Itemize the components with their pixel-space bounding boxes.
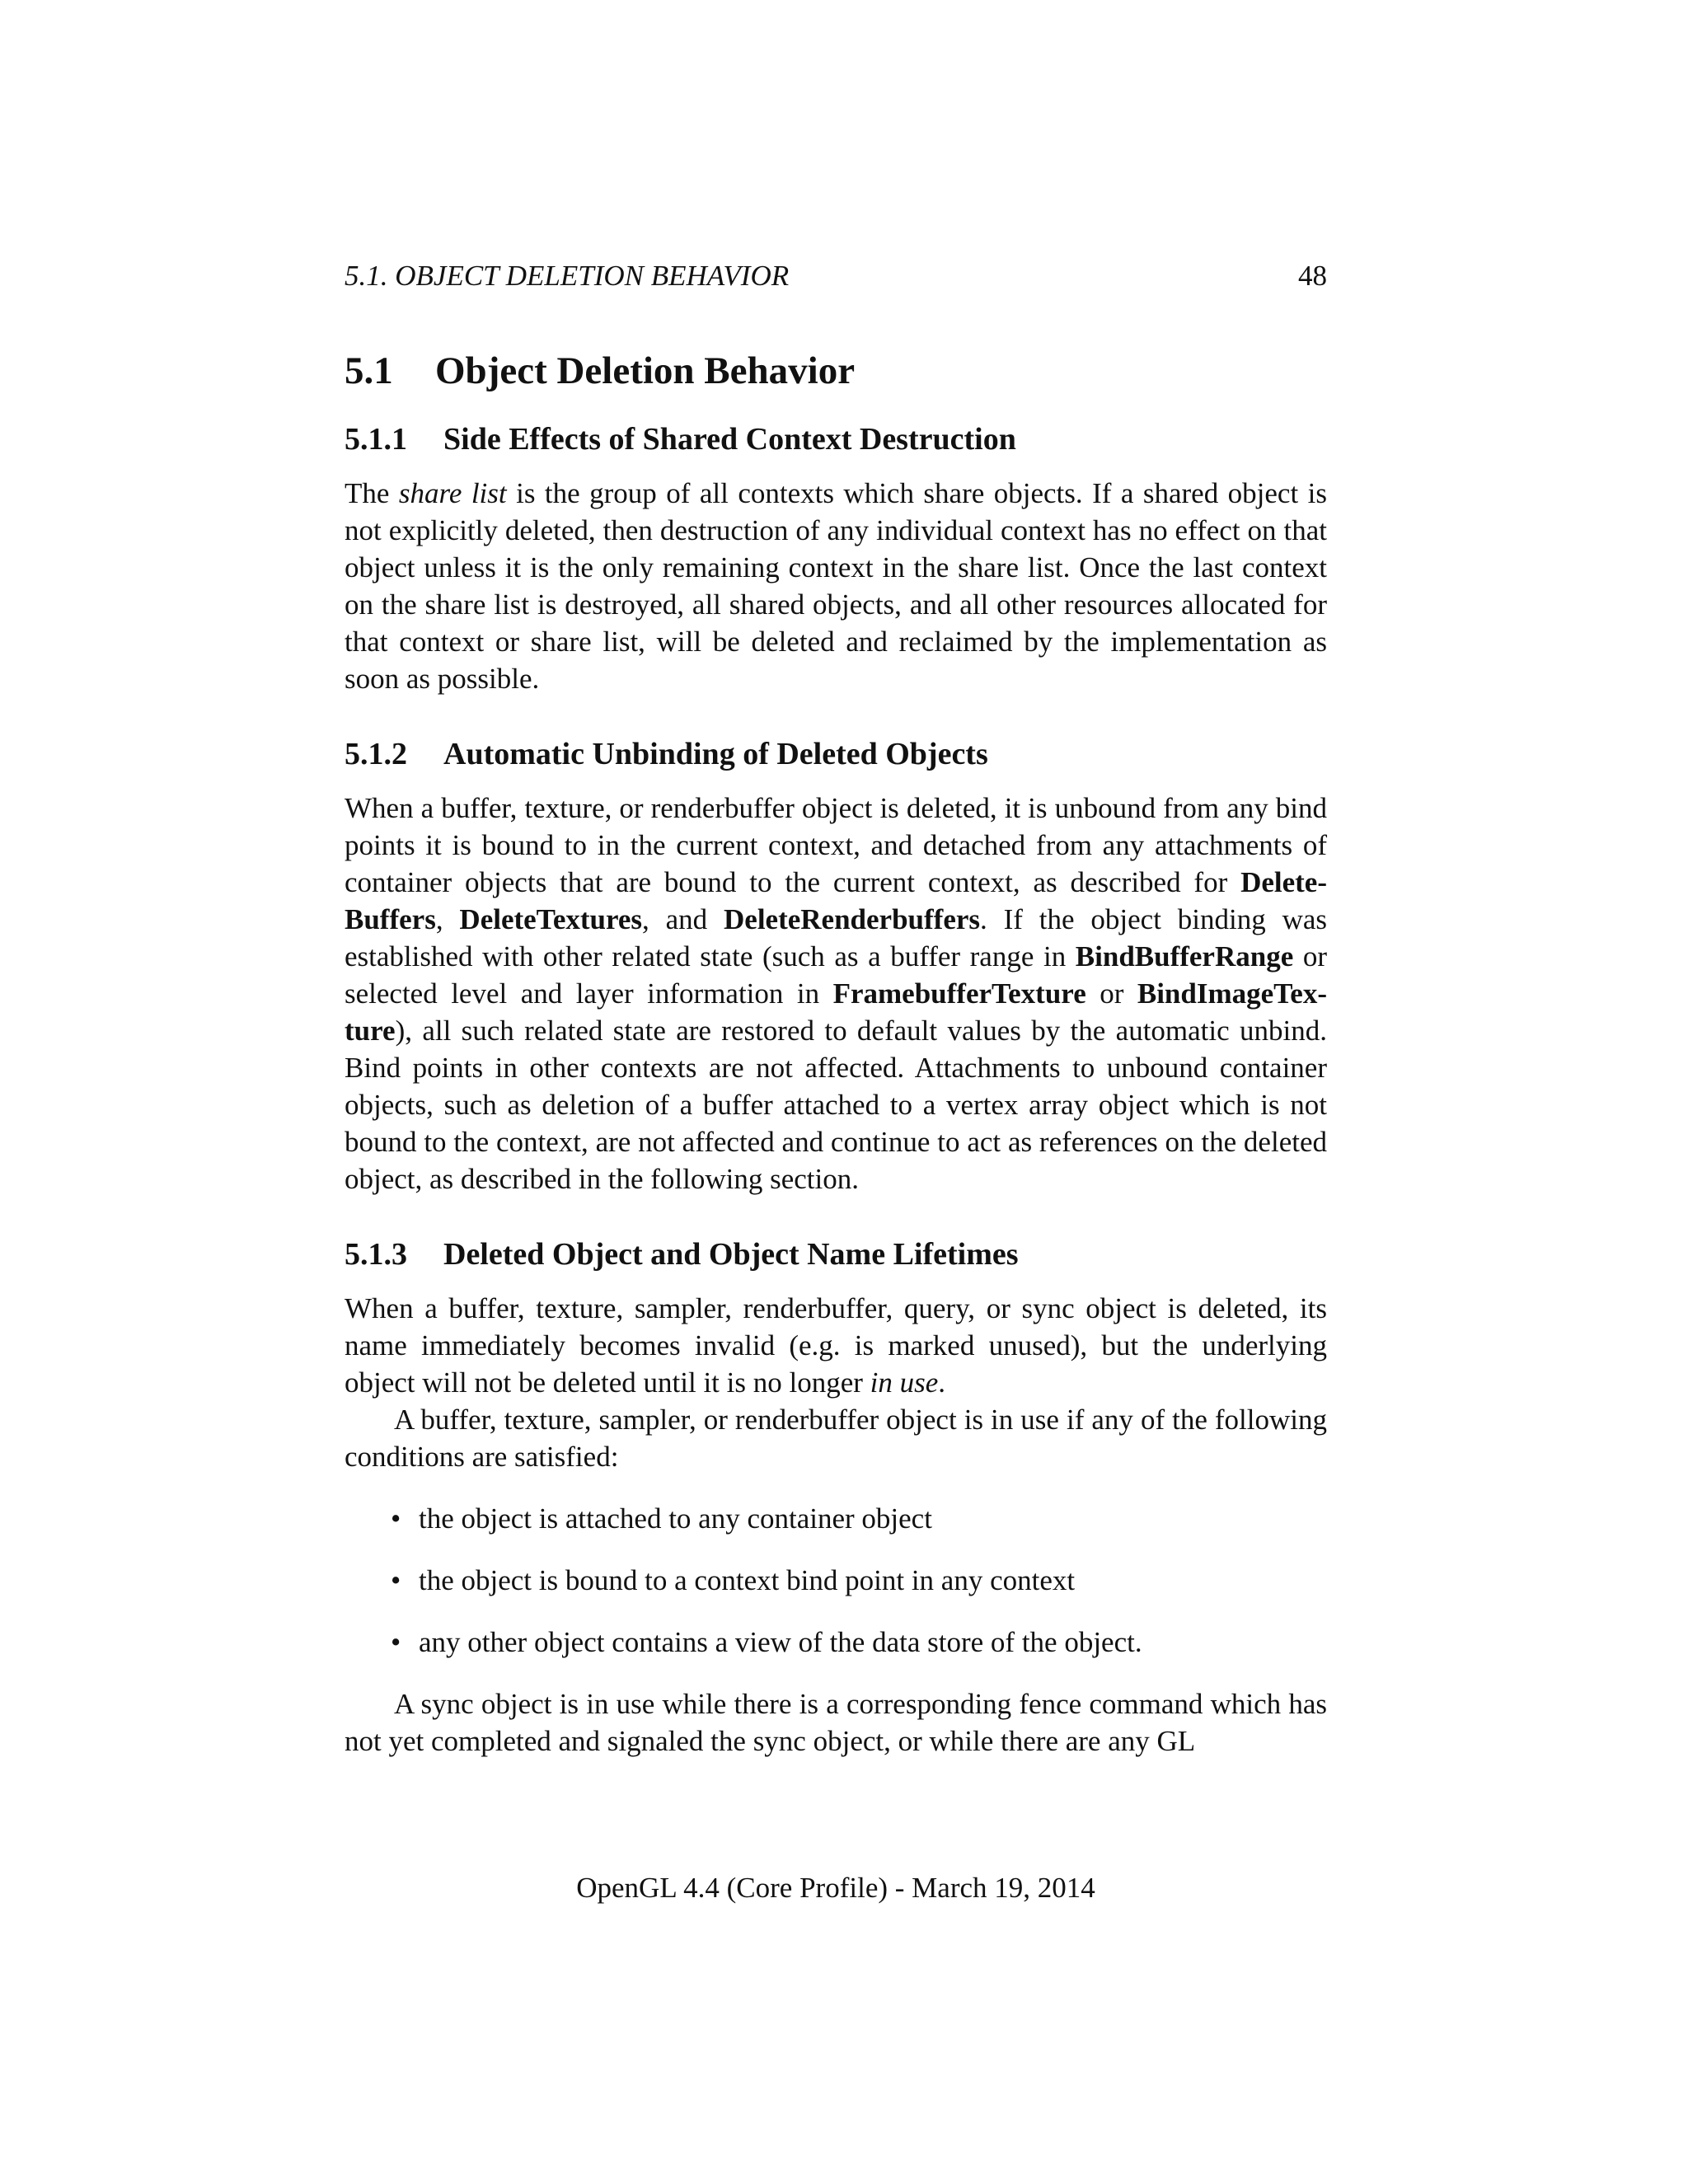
text-run: is the group of all contexts which share objects. If a shared object is not explicitly deleted, then destruction of any individual context has no effect on that object unless it is the only remaining context in the share list. Once the last context on the share list is destroyed, all shared objects, and all other resources allocated for that context or share list, will be deleted and reclaimed by the implementation as soon as possible. [345,477,1328,695]
paragraph-object-lifetimes [345,1290,1327,1401]
text-run: When a buffer, texture, sampler, renderbuffer, query, or sync object is deleted, its name immediately becomes invalid (e.g. is marked unused), but the underlying object will not be deleted until it is no longer [345,1292,1327,1399]
text-run: , [435,903,460,935]
subsection-heading-5-1-3 [345,1234,1327,1275]
subsection-heading-5-1-1 [345,419,1327,460]
subsection-heading-5-1-2 [345,733,1327,775]
text-run: or selected level and layer information in [345,940,1327,1010]
page-number: 48 [1298,260,1327,292]
subsection-title: Automatic Unbinding of Deleted Objects [443,737,988,771]
command-bind-buffer-range: BindBufferRange [1075,940,1294,972]
paragraph-in-use-conditions: A buffer, texture, sampler, or renderbuffer object is in use if any of the following conditions are satisfied: [345,1404,1327,1473]
section-heading [345,346,1327,396]
command-delete-textures: DeleteTextures [459,903,643,935]
bullet-icon: • [391,1502,401,1535]
paragraph-share-list [345,475,1327,697]
running-title: 5.1. OBJECT DELETION BEHAVIOR [345,260,790,292]
text-run: or [1085,977,1137,1010]
page-footer: OpenGL 4.4 (Core Profile) - March 19, 2014 [576,1872,1095,1904]
bullet-icon: • [391,1626,401,1658]
subsection-number: 5.1.2 [345,737,407,771]
subsection-number: 5.1.3 [345,1237,407,1272]
running-header [345,257,1327,295]
list-item [345,1562,1327,1599]
list-item-text: the object is attached to any container object [419,1502,932,1535]
paragraph-automatic-unbinding [345,790,1327,1197]
page-content [345,346,1327,1760]
section-title: Object Deletion Behavior [435,349,856,392]
list-item-text: any other object contains a view of the data store of the object. [419,1626,1142,1658]
list-item [345,1624,1327,1661]
text-run: The [345,477,399,509]
list-item-text: the object is bound to a context bind point in any context [419,1564,1076,1596]
text-run: When a buffer, texture, or renderbuffer object is deleted, it is unbound from any bind points it is bound to in the current context, and detached from any attachments of container objects that are bound to the current context, as described for [345,792,1327,898]
term-share-list: share list [398,477,507,509]
text-run: . If the object binding was established with other related state (such as a buffer range in [345,903,1327,972]
command-bind-image-texture: BindImageTexture [345,977,1327,1047]
paragraph-sync-object: A sync object is in use while there is a corresponding fence command which has not yet completed and signaled the sync object, or while there are any GL [345,1688,1327,1757]
list-item [345,1500,1327,1537]
subsection-title: Side Effects of Shared Context Destruction [443,422,1016,457]
command-framebuffer-texture: FramebufferTexture [832,977,1086,1010]
subsection-title: Deleted Object and Object Name Lifetimes [443,1237,1019,1272]
subsection-number: 5.1.1 [345,422,407,457]
command-delete-buffers: DeleteBuffers [345,866,1327,935]
text-run: ), all such related state are restored to default values by the automatic unbind. Bind points in other contexts are not affected. Attachments to unbound container objects, such as deletion of a buffer attached to a vertex array object which is not bound to the context, are not affected and continue to act as references on the deleted object, as described in the following section. [345,1015,1327,1195]
section-number: 5.1 [345,349,393,392]
conditions-list [345,1500,1327,1661]
text-run: . [938,1366,946,1399]
command-delete-renderbuffers: DeleteRenderbuffers [724,903,981,935]
bullet-icon: • [391,1564,401,1596]
text-run: , and [642,903,724,935]
term-in-use: in use [870,1366,939,1399]
